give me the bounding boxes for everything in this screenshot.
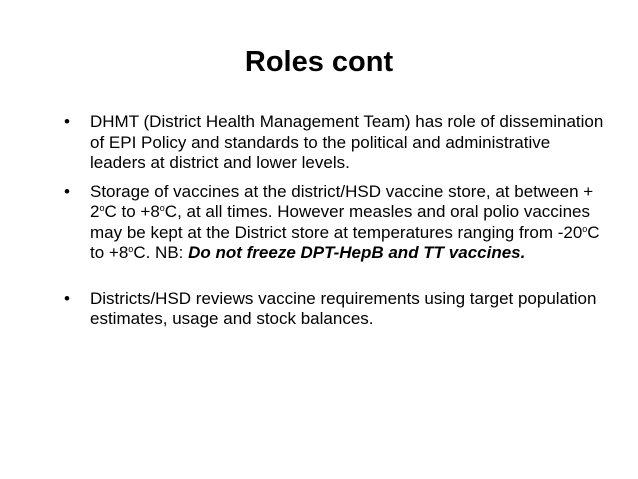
slide-title: Roles cont <box>244 46 394 78</box>
degree-superscript: o <box>128 244 134 254</box>
bullet-text-part: Storage of vaccines at the district/HSD vaccine store, at between + 2 <box>90 181 594 221</box>
bullet-item-vaccine-storage <box>64 182 604 264</box>
bullet-text: Districts/HSD reviews vaccine requirements using target population estimates, usage and stock balances. <box>90 288 597 328</box>
bullet-text: DHMT (District Health Management Team) has role of dissemination of EPI Policy and standards to the political and administrative leaders at district and lower levels. <box>90 112 604 172</box>
bullet-point-icon: • <box>64 181 70 201</box>
degree-superscript: o <box>159 203 165 213</box>
bullet-text-part: C to +8 <box>104 202 160 221</box>
degree-superscript: o <box>99 203 105 213</box>
bullet-text-part: C to +8 <box>90 222 600 262</box>
bullet-item-requirements-review <box>64 289 604 330</box>
bullet-text-part: C, at all times. However measles and oral polio vaccines may be kept at the District store at temperatures ranging from -20 <box>90 202 590 242</box>
bullet-text-part: C. NB: <box>133 243 189 262</box>
bullet-point-icon: • <box>64 288 70 308</box>
bullet-item-dhmt-role <box>64 112 604 174</box>
bullet-point-icon: • <box>64 112 70 131</box>
bullet-list <box>64 112 604 330</box>
freeze-warning-text: Do not freeze DPT-HepB and TT vaccines. <box>188 243 526 262</box>
degree-superscript: o <box>582 223 588 234</box>
